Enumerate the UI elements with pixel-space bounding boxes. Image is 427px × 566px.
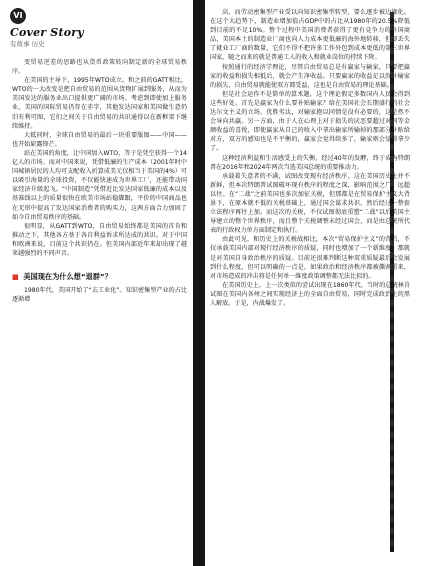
- section-title: Cover Story: [10, 26, 84, 39]
- paragraph: 1980年代，美国开始了“去工业化”。知识密集型产业的占比逐渐增: [12, 287, 187, 304]
- paragraph: 变贸易逆差的思路也从货币政策转向制定新的全球贸易秩序。: [12, 59, 187, 76]
- paragraph: 站在美国的角度，让中国加入WTO，等于是凭空获得一个14亿人的市场。而对中国来说，凭借低廉的生产成本（2001年时中国城镇居民的人均可支配收入折算成美元仅相当于美国的4%）可以吸引海量的全球投资，不仅能快速成为世界工厂，还能带动国家经济升级起飞。“中国制造”凭借近比发达国家低廉的成本以及基准线以上的质量很快在欧美市场站稳脚跟，平价的中国商品也在无形中提高了发达国家消费者的购买力，这两方面合力加固了如今自由贸易秩序的基础。: [12, 149, 187, 221]
- paragraph: 在美国的主导下，1995年WTO成立。和之前的GATT相比，WTO的一大改变是把自由贸易的范围从货物扩展到服务，从而为美国发达的服务业出口提供更广阔的市场。考虑到即使加上服务业，美国的国际贸易仍存在赤字，其他发达国家和美国做生意仍旧有利可图，它们之间关于自由贸易的共识通得以在新框架下继续维持。: [12, 77, 187, 130]
- right-column: [210, 8, 410, 558]
- paragraph: 按照通行的经济学理论，尽管自由贸易总是有赢家与输家，只要把赢家的收益和损失相抵后，就会产生净收益。只要赢家的收益足以弥补输家的损失，自由贸易就能使双方都受益，这也是自由贸易的理论基础。: [210, 63, 410, 89]
- paragraph: 高，而劳动密集型产业受以向知识密集型转型，要么逐步被边缘化。在这个大趋势下，制造业增加值占GDP中的占比从1980年的20.5%降低到目前的不足10%。整个过程中美国消费者获得了更有竞争力的外国商品，美国本土的制造业厂商也向人力成本更低廉的海外地转移，但却丢失了就业工厂商的数量，它们不得不把许多工作外包到成本更低的第三世界国家，随之而来的就是普通工人的收入和就业岗位的持续下降。: [210, 9, 410, 62]
- page-header: [10, 8, 200, 48]
- paragraph: 在美国历史上，上一次类似的尝试出现在1860年代。当时的总统林肯试图在美国内各州之间实现经济上的全面自由贸易，同时完成政治上的黑人解放。于是，内战爆发了。: [210, 281, 410, 307]
- paragraph: 由此可见，和历史上的关税战相比，本次“贸易保护主义”的背后，不仅承载美国内部对现行经济秩序的质疑，同时也增加了一个新维度，那就是对美国自身政治秩序的质疑。目前还很难判断这种双重质疑最后会发展到什么程度，但可以明确的一点是，如果政治和经济秩序都被撕割重来，对市场造成的冲击将是任何单一维度政策调整都无法比拟的。: [210, 236, 410, 280]
- section-subtitle: 有故事 历史: [10, 40, 45, 48]
- paragraph: 承载着失意者的不满，试图改变现有经济秩序，这在美国历史上并不新鲜，但本次特朗普试图破坏现有秩序的程度之深，影响范围之广，远超以往。在“二战”之前美国也多次加征关税，但那都是在贸易保护主义大背景下，在原本就不低的关税基础上，通过国会谋求共识，然后经过一整套立法程序再往上加。而这次的关税，不仅试图彻底重塑“二战”以后美国主导建立的整个世界秩序，而且整个关税调整未经过国会，而是由总统所代表的行政权力单方面制定和执行。: [210, 172, 410, 235]
- paragraph: 很明显，从GATT到WTO，自由贸易始终都是美国的首肯和推动之下，其他各方基于各自利益诉求所达成的共识。对于中国和欧洲来说，目前这个共识仍在。但美国内部近年来却出现了越来越强烈的不同声音。: [12, 222, 187, 257]
- paragraph: 但是社会运作不是简单的算术题，这个理论假定多数国内人民会得到这些好处。首先是赢家为什么要补贴输家？给在美国社会长期盛行的社会达尔文主义的立场，优胜劣汰，对输家抱以同情是没有必要的，这是然不会导向共赢。另一方面，由于人在心理上对于损失的厌恶要超过对同等金额收益的喜悦，即使赢家从自己的收入中拿出输家所输掉的那部分补贴给对方，双方的感知也是不平衡的，赢家会觉得给多了，输家则会觉得拿少了。: [210, 90, 410, 153]
- left-column: [12, 58, 187, 558]
- paragraph: 大抵同时，全球自由贸易的最后一块重要版图——中国——也开始崭露锋芒。: [12, 131, 187, 148]
- paragraph: 这种经济利益和生活感受上的失衡，经过40年的发酵，终于成为特朗普在2016年和2024年两次当选美国总统的重要推动力。: [210, 154, 410, 171]
- question-heading-text: 美国现在为什么想“退群”？: [23, 272, 112, 282]
- question-bullet: ■: [12, 272, 19, 282]
- center-spine: [193, 0, 205, 566]
- page-number-badge: VI: [10, 8, 26, 24]
- question-heading: [12, 272, 187, 282]
